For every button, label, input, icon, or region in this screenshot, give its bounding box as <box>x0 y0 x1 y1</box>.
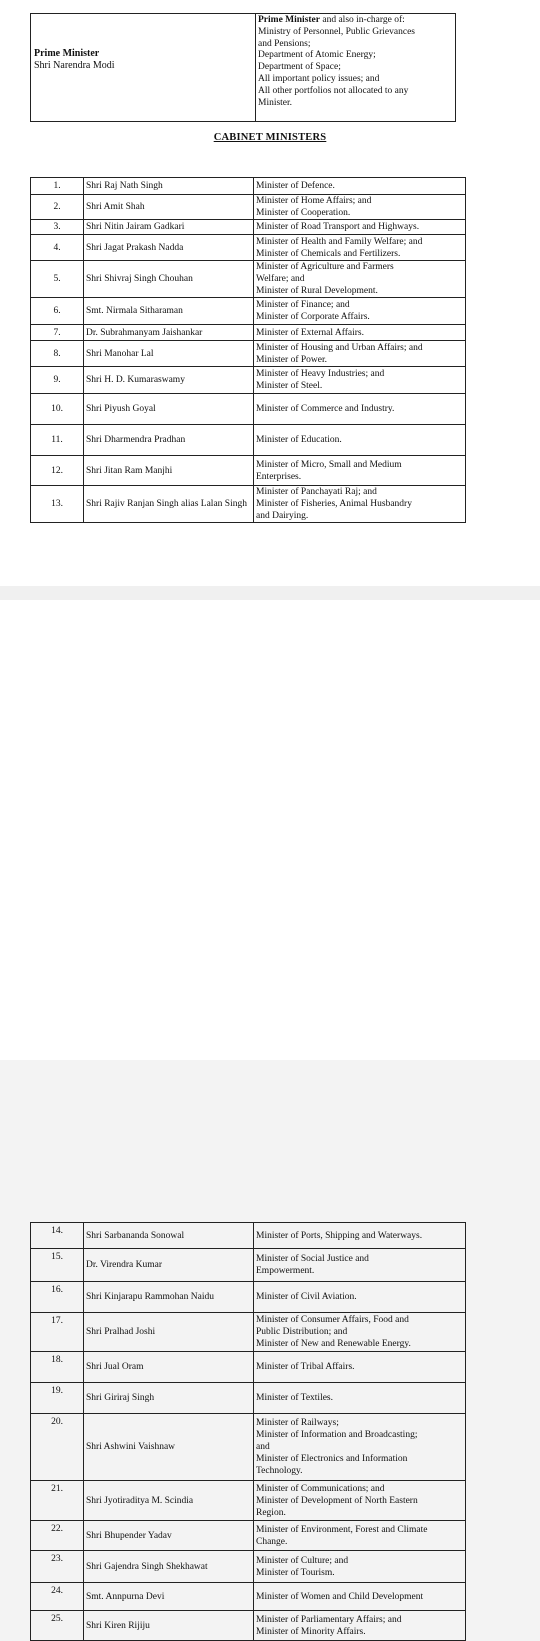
minister-name: Smt. Nirmala Sitharaman <box>84 298 254 325</box>
portfolio-line: Minister of Electronics and Information <box>256 1454 408 1464</box>
minister-portfolio <box>254 261 466 298</box>
portfolio-line: Minister of External Affairs. <box>256 327 364 338</box>
section-heading: CABINET MINISTERS <box>213 132 327 143</box>
minister-row <box>31 1611 466 1641</box>
minister-name: Shri Kinjarapu Rammohan Naidu <box>84 1282 254 1313</box>
pm-portfolio-cell <box>255 14 455 121</box>
minister-name: Shri Nitin Jairam Gadkari <box>84 220 254 235</box>
minister-portfolio <box>254 1223 466 1249</box>
minister-name: Shri Jitan Ram Manjhi <box>84 456 254 486</box>
portfolio-line: Minister of Health and Family Welfare; and <box>256 236 423 247</box>
portfolio-line: and Dairying. <box>256 511 309 521</box>
minister-name: Shri Manohar Lal <box>84 341 254 367</box>
serial-number: 17. <box>31 1313 84 1352</box>
minister-name: Shri Pralhad Joshi <box>84 1313 254 1352</box>
minister-row <box>31 1414 466 1481</box>
portfolio-line: Minister of Chemicals and Fertilizers. <box>256 248 401 259</box>
minister-row <box>31 1551 466 1583</box>
portfolio-line: Minister of Women and Child Development <box>256 1591 424 1602</box>
portfolio-line: Welfare; and <box>256 274 305 284</box>
serial-number: 6. <box>31 298 84 325</box>
minister-portfolio <box>254 456 466 486</box>
minister-name: Shri Kiren Rijiju <box>84 1611 254 1641</box>
serial-number: 23. <box>31 1551 84 1583</box>
minister-portfolio <box>254 486 466 523</box>
serial-number: 3. <box>31 220 84 235</box>
portfolio-line: Minister of Agriculture and Farmers <box>256 262 394 272</box>
minister-name: Shri Sarbananda Sonowal <box>84 1223 254 1249</box>
serial-number: 1. <box>31 178 84 195</box>
minister-name: Shri Gajendra Singh Shekhawat <box>84 1551 254 1583</box>
portfolio-line: Minister of Railways; <box>256 1418 339 1428</box>
minister-portfolio <box>254 367 466 394</box>
pm-portfolio-line: Department of Space; <box>258 62 341 73</box>
pm-portfolio-heading-bold: Prime Minister <box>258 15 320 25</box>
minister-name: Shri H. D. Kumaraswamy <box>84 367 254 394</box>
minister-row <box>31 486 466 523</box>
minister-name: Dr. Subrahmanyam Jaishankar <box>84 325 254 341</box>
minister-row <box>31 341 466 367</box>
portfolio-line: Minister of Parliamentary Affairs; and <box>256 1614 402 1625</box>
minister-row <box>31 1383 466 1414</box>
portfolio-line: Minister of Fisheries, Animal Husbandry <box>256 499 412 509</box>
serial-number: 21. <box>31 1481 84 1521</box>
minister-portfolio <box>254 235 466 261</box>
minister-row <box>31 178 466 195</box>
portfolio-line: Public Distribution; and <box>256 1327 348 1337</box>
portfolio-line: Minister of Ports, Shipping and Waterways. <box>256 1230 423 1241</box>
minister-row <box>31 425 466 456</box>
serial-number: 18. <box>31 1352 84 1383</box>
minister-name: Shri Shivraj Singh Chouhan <box>84 261 254 298</box>
portfolio-line: Minister of Finance; and <box>256 300 350 310</box>
minister-name: Shri Jagat Prakash Nadda <box>84 235 254 261</box>
portfolio-line: Minister of Consumer Affairs, Food and <box>256 1315 409 1325</box>
portfolio-line: Empowerment. <box>256 1266 315 1276</box>
serial-number: 8. <box>31 341 84 367</box>
minister-portfolio <box>254 298 466 325</box>
minister-portfolio <box>254 1383 466 1414</box>
minister-name: Shri Raj Nath Singh <box>84 178 254 195</box>
minister-portfolio <box>254 1551 466 1583</box>
document-page-2 <box>0 600 540 1637</box>
portfolio-line: Minister of Steel. <box>256 381 323 391</box>
pm-name-cell <box>31 14 255 121</box>
portfolio-line: Minister of Road Transport and Highways. <box>256 222 420 232</box>
serial-number: 19. <box>31 1383 84 1414</box>
minister-portfolio <box>254 325 466 341</box>
serial-number: 24. <box>31 1583 84 1611</box>
serial-number: 13. <box>31 486 84 523</box>
portfolio-line: Minister of Cooperation. <box>256 208 351 218</box>
minister-portfolio <box>254 1282 466 1313</box>
portfolio-line: Minister of Communications; and <box>256 1483 385 1494</box>
minister-portfolio <box>254 1414 466 1481</box>
minister-row <box>31 394 466 425</box>
cabinet-ministers-table-page-2 <box>30 1222 466 1641</box>
portfolio-line: Technology. <box>256 1466 303 1476</box>
serial-number: 15. <box>31 1249 84 1282</box>
serial-number: 2. <box>31 195 84 220</box>
minister-portfolio <box>254 1583 466 1611</box>
pm-name: Shri Narendra Modi <box>34 60 115 71</box>
portfolio-line: Enterprises. <box>256 471 302 482</box>
portfolio-line: Minister of Corporate Affairs. <box>256 312 370 322</box>
portfolio-line: and <box>256 1442 270 1452</box>
minister-portfolio <box>254 1352 466 1383</box>
pm-portfolio-line: and Pensions; <box>258 38 311 49</box>
portfolio-line: Minister of Education. <box>256 435 342 445</box>
portfolio-line: Minister of Panchayati Raj; and <box>256 487 377 497</box>
minister-portfolio <box>254 1313 466 1352</box>
portfolio-line: Minister of Tribal Affairs. <box>256 1362 355 1372</box>
portfolio-line: Minister of Housing and Urban Affairs; and <box>256 342 423 353</box>
minister-row <box>31 1583 466 1611</box>
minister-row <box>31 195 466 220</box>
minister-name: Shri Bhupender Yadav <box>84 1521 254 1551</box>
pm-portfolio-line: Ministry of Personnel, Public Grievances <box>258 26 415 37</box>
serial-number: 4. <box>31 235 84 261</box>
minister-row <box>31 367 466 394</box>
minister-name: Shri Amit Shah <box>84 195 254 220</box>
minister-row <box>31 298 466 325</box>
minister-name: Shri Ashwini Vaishnaw <box>84 1414 254 1481</box>
minister-name: Shri Piyush Goyal <box>84 394 254 425</box>
minister-row <box>31 261 466 298</box>
portfolio-line: Minister of Development of North Eastern <box>256 1495 418 1506</box>
portfolio-line: Minister of Rural Development. <box>256 286 378 296</box>
minister-portfolio <box>254 1521 466 1551</box>
minister-portfolio <box>254 341 466 367</box>
prime-minister-box <box>30 13 456 122</box>
serial-number: 11. <box>31 425 84 456</box>
pm-portfolio-line: All important policy issues; and <box>258 73 380 84</box>
pm-portfolio-heading-rest: and also in-charge of: <box>320 15 405 25</box>
minister-row <box>31 1481 466 1521</box>
portfolio-line: Minister of Power. <box>256 354 327 365</box>
portfolio-line: Minister of Tourism. <box>256 1567 335 1578</box>
minister-row <box>31 325 466 341</box>
minister-name: Shri Rajiv Ranjan Singh alias Lalan Singh <box>84 486 254 523</box>
serial-number: 25. <box>31 1611 84 1641</box>
minister-name: Shri Jyotiraditya M. Scindia <box>84 1481 254 1521</box>
portfolio-line: Region. <box>256 1507 286 1518</box>
portfolio-line: Minister of Heavy Industries; and <box>256 369 385 379</box>
portfolio-line: Minister of Home Affairs; and <box>256 196 372 206</box>
portfolio-line: Minister of Minority Affairs. <box>256 1626 366 1637</box>
minister-name: Shri Giriraj Singh <box>84 1383 254 1414</box>
minister-row <box>31 1521 466 1551</box>
serial-number: 14. <box>31 1223 84 1249</box>
serial-number: 20. <box>31 1414 84 1481</box>
pm-portfolio-line: Department of Atomic Energy; <box>258 50 376 61</box>
serial-number: 16. <box>31 1282 84 1313</box>
minister-row <box>31 1282 466 1313</box>
serial-number: 9. <box>31 367 84 394</box>
minister-portfolio <box>254 1481 466 1521</box>
portfolio-line: Minister of Culture; and <box>256 1555 349 1566</box>
minister-row <box>31 235 466 261</box>
portfolio-line: Minister of Information and Broadcasting; <box>256 1430 418 1440</box>
minister-name: Dr. Virendra Kumar <box>84 1249 254 1282</box>
portfolio-line: Minister of Micro, Small and Medium <box>256 459 402 470</box>
pm-portfolio-line: All other portfolios not allocated to any <box>258 85 409 96</box>
cabinet-ministers-table-page-1 <box>30 177 466 523</box>
minister-row <box>31 220 466 235</box>
portfolio-line: Change. <box>256 1536 288 1547</box>
minister-portfolio <box>254 1249 466 1282</box>
minister-name: Smt. Annpurna Devi <box>84 1583 254 1611</box>
minister-portfolio <box>254 1611 466 1641</box>
portfolio-line: Minister of Social Justice and <box>256 1254 369 1264</box>
portfolio-line: Minister of Defence. <box>256 181 335 191</box>
minister-portfolio <box>254 220 466 235</box>
minister-row <box>31 1352 466 1383</box>
portfolio-line: Minister of Civil Aviation. <box>256 1292 357 1302</box>
document-page-1 <box>0 0 540 586</box>
minister-name: Shri Jual Oram <box>84 1352 254 1383</box>
portfolio-line: Minister of Environment, Forest and Climate <box>256 1524 428 1535</box>
portfolio-line: Minister of Textiles. <box>256 1393 333 1403</box>
page-gap <box>0 586 540 600</box>
portfolio-line: Minister of Commerce and Industry. <box>256 404 395 414</box>
serial-number: 22. <box>31 1521 84 1551</box>
minister-name: Shri Dharmendra Pradhan <box>84 425 254 456</box>
minister-portfolio <box>254 394 466 425</box>
pm-portfolio-line: Minister. <box>258 97 293 108</box>
pm-title: Prime Minister <box>34 48 100 59</box>
serial-number: 12. <box>31 456 84 486</box>
pm-portfolio-heading <box>258 15 453 27</box>
serial-number: 5. <box>31 261 84 298</box>
minister-portfolio <box>254 195 466 220</box>
minister-portfolio <box>254 425 466 456</box>
minister-row <box>31 1249 466 1282</box>
serial-number: 10. <box>31 394 84 425</box>
serial-number: 7. <box>31 325 84 341</box>
minister-portfolio <box>254 178 466 195</box>
minister-row <box>31 456 466 486</box>
minister-row <box>31 1223 466 1249</box>
portfolio-line: Minister of New and Renewable Energy. <box>256 1339 411 1349</box>
minister-row <box>31 1313 466 1352</box>
